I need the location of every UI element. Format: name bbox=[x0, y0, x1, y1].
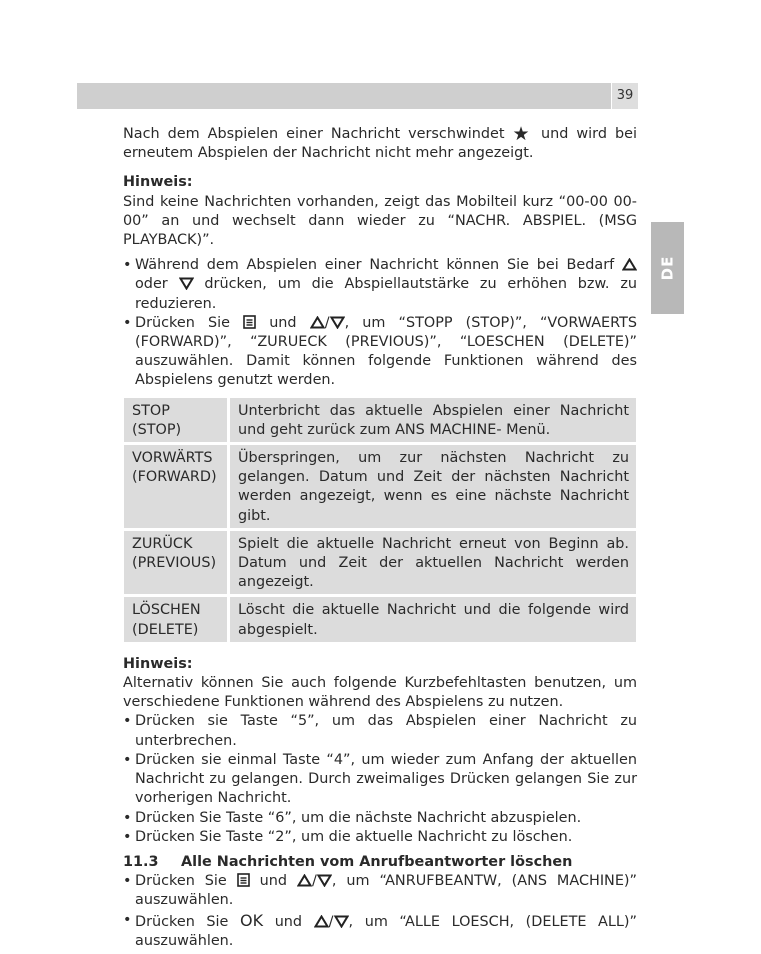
table-row bbox=[124, 445, 636, 528]
note-heading: Hinweis: bbox=[123, 655, 193, 672]
function-description: Spielt die aktuelle Nachricht erneut von Beginn ab. Datum und Zeit der aktuellen Nachricht werden angezeigt. bbox=[230, 531, 636, 595]
note-text: Alternativ können Sie auch folgende Kurzbefehltasten benutzen, um verschiedene Funktionen während des Abspielens zu nutzen. bbox=[123, 675, 637, 711]
up-arrow-icon bbox=[314, 915, 329, 928]
list-item: • Drücken Sie OK und / , um “ALLE LOESCH, (DELETE ALL)” auszuwählen. bbox=[123, 910, 637, 949]
menu-icon bbox=[243, 315, 256, 329]
up-arrow-icon bbox=[297, 874, 312, 887]
down-arrow-icon bbox=[330, 316, 345, 329]
function-key: VORWÄRTS (FORWARD) bbox=[124, 445, 230, 528]
language-tab bbox=[651, 222, 684, 314]
function-key: ZURÜCK (PREVIOUS) bbox=[124, 531, 230, 595]
note-text: Sind keine Nachrichten vorhanden, zeigt das Mobilteil kurz “00-00 00-00” an und wechselt dann wieder zu “NACHR. ABSPIEL. (MSG PLAYBACK)”. bbox=[123, 193, 637, 249]
ok-key-icon: OK bbox=[240, 910, 264, 930]
bullet-list bbox=[123, 712, 637, 846]
function-key: STOP (STOP) bbox=[124, 398, 230, 442]
up-arrow-icon bbox=[310, 316, 325, 329]
up-arrow-icon bbox=[622, 258, 637, 271]
function-description: Löscht die aktuelle Nachricht und die folgende wird abgespielt. bbox=[230, 597, 636, 641]
list-item: • Drücken Sie und / , um “STOPP (STOP)”, “VORWAERTS (FORWARD)”, “ZURUECK (PREVIOUS)”, “LOESCHEN (DELETE)” auszuwählen. Damit können folgende Funktionen während des Abspielens genutzt werden. bbox=[123, 314, 638, 389]
menu-icon bbox=[237, 873, 250, 887]
list-item: • Drücken Sie und / , um “ANRUFBEANTW, (ANS MACHINE)” auszuwählen. bbox=[123, 873, 637, 909]
list-item: • Während dem Abspielen einer Nachricht können Sie bei Bedarf oder drücken, um die Abspiellautstärke zu erhöhen bzw. zu reduzieren. bbox=[123, 257, 638, 312]
list-item: • Drücken sie Taste “5”, um das Abspielen einer Nachricht zu unterbrechen. bbox=[123, 713, 637, 749]
down-arrow-icon bbox=[179, 277, 194, 290]
section-number: 11.3 bbox=[123, 853, 159, 870]
note-heading: Hinweis: bbox=[123, 174, 193, 191]
down-arrow-icon bbox=[334, 915, 349, 928]
page-content bbox=[123, 125, 637, 951]
bullet-list bbox=[123, 256, 637, 390]
intro-paragraph: Nach dem Abspielen einer Nachricht verschwindet ★ und wird bei erneutem Abspielen der Nachricht nicht mehr angezeigt. bbox=[123, 123, 637, 162]
header-bar bbox=[77, 83, 611, 109]
language-tab-label: DE bbox=[657, 255, 676, 281]
list-item: • Drücken sie einmal Taste “4”, um wieder zum Anfang der aktuellen Nachricht zu gelangen. Durch zweimaliges Drücken gelangen Sie zur vorherigen Nachricht. bbox=[123, 751, 637, 807]
section-title: Alle Nachrichten vom Anrufbeantworter löschen bbox=[181, 853, 573, 870]
table-row bbox=[124, 597, 636, 641]
list-item: • Drücken Sie Taste “2”, um die aktuelle Nachricht zu löschen. bbox=[123, 828, 573, 845]
table-row bbox=[124, 398, 636, 442]
bullet-list bbox=[123, 872, 637, 951]
section-heading bbox=[123, 853, 637, 872]
function-table bbox=[124, 395, 636, 645]
page-number: 39 bbox=[612, 83, 638, 109]
list-item: • Drücken Sie Taste “6”, um die nächste Nachricht abzuspielen. bbox=[123, 809, 582, 826]
star-icon: ★ bbox=[512, 123, 533, 145]
function-description: Unterbricht das aktuelle Abspielen einer Nachricht und geht zurück zum ANS MACHINE- Menü. bbox=[230, 398, 636, 442]
function-description: Überspringen, um zur nächsten Nachricht zu gelangen. Datum und Zeit der nächsten Nachricht werden angezeigt, wenn es eine nächste Nachricht gibt. bbox=[230, 445, 636, 528]
down-arrow-icon bbox=[317, 874, 332, 887]
function-key: LÖSCHEN (DELETE) bbox=[124, 597, 230, 641]
table-row bbox=[124, 531, 636, 595]
